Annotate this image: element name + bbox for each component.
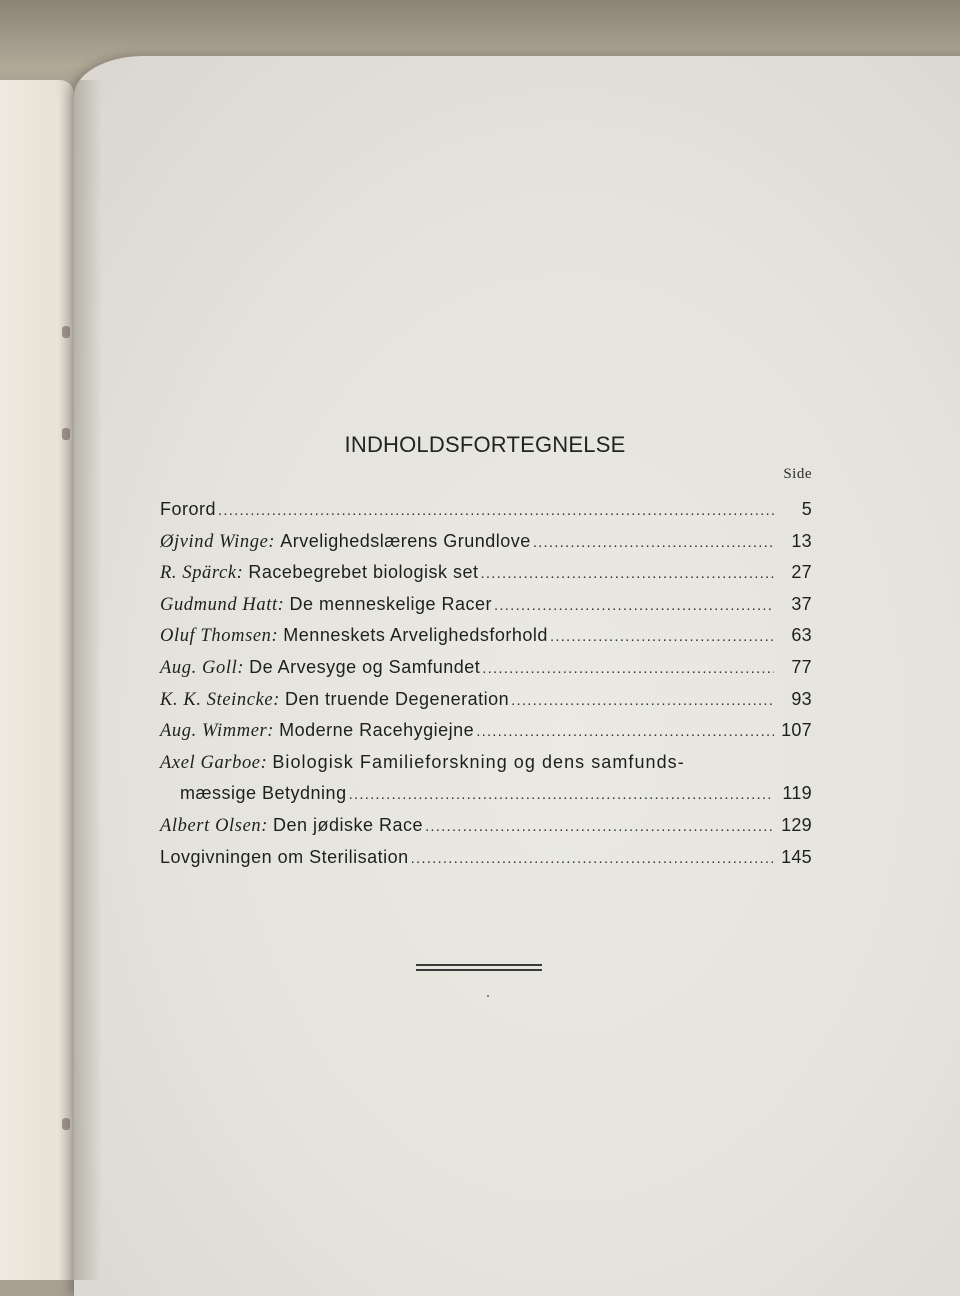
entry-title: Racebegrebet biologisk set xyxy=(248,562,479,583)
dot-leader xyxy=(218,495,774,527)
toc-heading: INDHOLDSFORTEGNELSE xyxy=(344,432,626,457)
entry-title: Forord xyxy=(160,499,217,519)
entry-title: Moderne Racehygiejne xyxy=(279,720,475,741)
entry-author: Øjvind Winge: xyxy=(160,531,276,552)
entry-author: R. Spärck: xyxy=(160,563,244,584)
toc-entry-steincke xyxy=(160,684,812,716)
table-of-contents xyxy=(160,494,812,873)
binding-stitch xyxy=(62,1118,70,1130)
entry-title: De menneskelige Racer xyxy=(289,593,493,614)
toc-entry-lovgivningen xyxy=(160,842,812,874)
entry-page: 145 xyxy=(781,846,812,867)
dot-leader xyxy=(476,716,774,748)
entry-page: 77 xyxy=(791,656,812,677)
entry-page: 129 xyxy=(781,814,812,835)
gutter-shadow xyxy=(74,80,102,1280)
entry-author: Gudmund Hatt: xyxy=(160,594,285,615)
entry-title: Biologisk Familieforskning og dens samfunds- xyxy=(272,751,685,772)
entry-author: K. K. Steincke: xyxy=(160,689,280,710)
entry-title-continued: mæssige Betydning xyxy=(180,783,347,804)
entry-page: 93 xyxy=(791,688,812,709)
entry-title: De Arvesyge og Samfundet xyxy=(249,656,481,677)
dot-leader xyxy=(494,590,774,622)
entry-title: Den truende Degeneration xyxy=(284,688,510,709)
toc-entry-wimmer xyxy=(160,715,812,747)
paper-speck xyxy=(487,995,489,997)
dot-leader xyxy=(425,811,774,843)
toc-entry-forord xyxy=(160,494,812,526)
toc-entry-sparck xyxy=(160,557,812,589)
entry-author: Axel Garboe: xyxy=(160,752,268,773)
entry-title: Lovgivningen om Sterilisation xyxy=(160,846,409,867)
toc-entry-hatt xyxy=(160,589,812,621)
left-page-edge xyxy=(56,95,66,1280)
entry-author: Albert Olsen: xyxy=(160,815,268,836)
dot-leader xyxy=(533,527,774,559)
toc-entry-garboe-continued xyxy=(160,778,812,810)
dot-leader xyxy=(482,653,774,685)
entry-page: 107 xyxy=(781,720,812,741)
entry-page: 27 xyxy=(791,562,812,583)
toc-entry-winge xyxy=(160,526,812,558)
entry-author: Aug. Wimmer: xyxy=(160,721,275,742)
dot-leader xyxy=(349,779,774,811)
page-column-label: Side xyxy=(783,466,812,482)
toc-entry-thomsen xyxy=(160,620,812,652)
entry-title: Den jødiske Race xyxy=(273,814,424,835)
toc-entry-olsen xyxy=(160,810,812,842)
dot-leader xyxy=(511,685,774,717)
entry-author: Oluf Thomsen: xyxy=(160,626,279,647)
dot-leader xyxy=(550,621,774,653)
binding-stitch xyxy=(62,326,70,338)
entry-page: 37 xyxy=(791,593,812,614)
toc-entry-goll xyxy=(160,652,812,684)
toc-entry-garboe xyxy=(160,747,812,779)
entry-title: Menneskets Arvelighedsforhold xyxy=(283,625,548,646)
binding-stitch xyxy=(62,428,70,440)
dot-leader xyxy=(481,558,774,590)
dot-leader xyxy=(411,843,774,875)
entry-page: 5 xyxy=(801,499,812,519)
entry-author: Aug. Goll: xyxy=(160,657,245,678)
entry-page: 119 xyxy=(782,783,812,804)
double-rule-ornament xyxy=(416,964,542,971)
entry-page: 63 xyxy=(791,625,812,646)
entry-page: 13 xyxy=(791,530,812,551)
entry-title: Arvelighedslærens Grundlove xyxy=(280,530,531,551)
